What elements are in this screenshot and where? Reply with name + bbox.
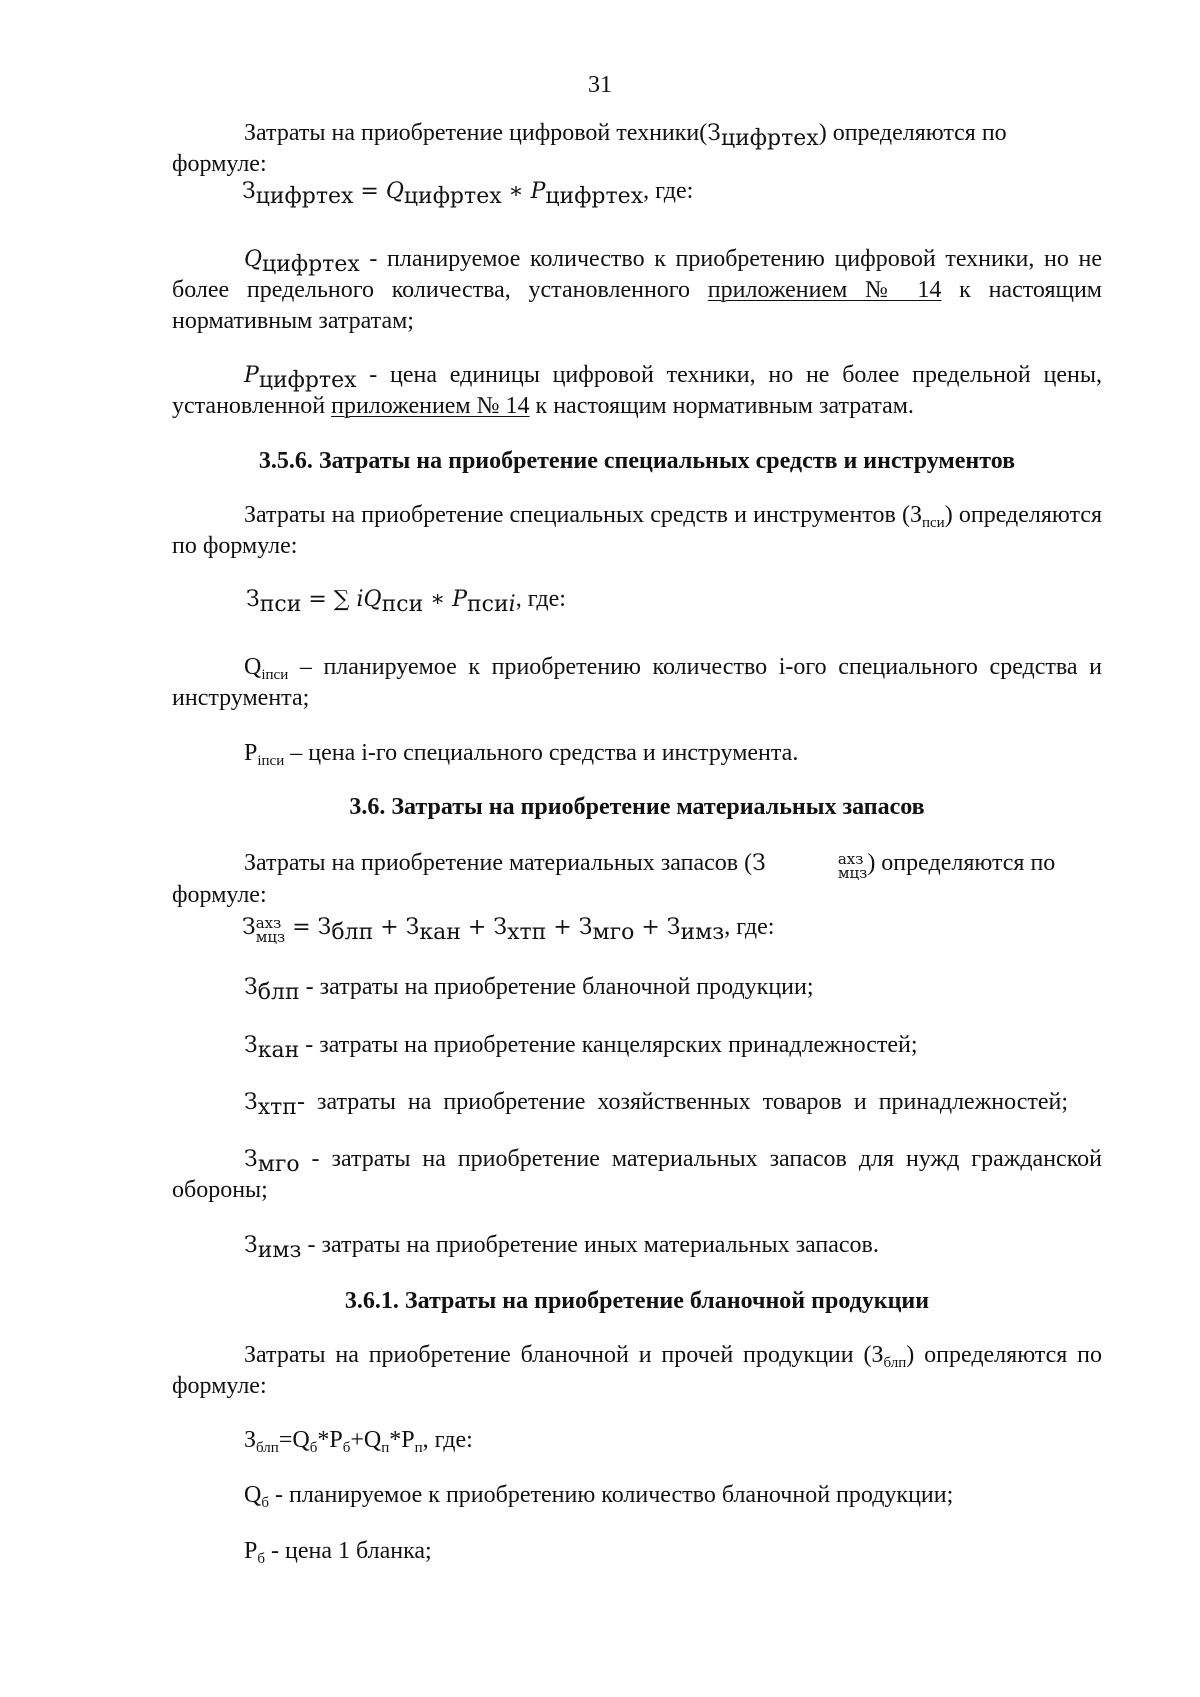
symbol: З [244, 1233, 258, 1258]
symbol: З [246, 587, 260, 612]
text-run: - затраты на приобретение канцелярских принадлежностей; [299, 1032, 918, 1058]
subscript: хтп [257, 1095, 297, 1120]
subscript: мцз [255, 928, 286, 946]
subscript: пси [921, 515, 945, 531]
operator: ∗ [501, 179, 531, 204]
text-run: - планируемое количество к приобретению цифровой техники, но не более предельного количества, установленного [172, 246, 1102, 303]
operator: ∗ [423, 587, 453, 612]
subscript: мго [257, 1152, 300, 1177]
formula-digital-tech [242, 176, 1172, 207]
text-run: , где: [515, 586, 566, 612]
definition-mgo [172, 1144, 1102, 1206]
subscript: б [257, 1551, 265, 1567]
text-run: – цена i-го специального средства и инструмента. [284, 740, 799, 766]
subscript: б [342, 1440, 351, 1456]
text-run: , где: [643, 178, 694, 204]
subscript: пси [259, 592, 302, 617]
appendix-link[interactable]: приложением № 14 [331, 393, 530, 419]
symbol: З [244, 1427, 257, 1453]
symbol: З [242, 915, 256, 940]
subscript: блп [257, 980, 300, 1005]
subscript: iпси [257, 753, 285, 769]
text-run: , где: [724, 914, 775, 940]
subscript: имз [257, 1238, 302, 1263]
definition-p-blank [172, 1536, 1102, 1567]
symbol: З [244, 1033, 258, 1058]
subscript: мго [592, 920, 635, 945]
text-run: ) определяются по формуле: [172, 120, 1007, 177]
subscript: блп [883, 1355, 907, 1371]
definition-p-special-tools [172, 738, 1102, 769]
subscript: кан [257, 1038, 300, 1063]
text-run: Затраты на приобретение материальных запасов ( [244, 850, 753, 876]
subscript: п [381, 1440, 390, 1456]
symbol: З [317, 915, 332, 940]
text-run: Затраты на приобретение бланочной и прочей продукции (З [244, 1342, 884, 1368]
symbol: З [244, 975, 258, 1000]
operator: *P [317, 1427, 343, 1453]
definition-p-digital-tech [172, 360, 1102, 422]
subscript: iпси [261, 667, 289, 683]
symbol: P [452, 587, 468, 612]
symbol: З [493, 915, 508, 940]
section-heading-3-6: 3.6. Затраты на приобретение материальных запасов [349, 794, 925, 820]
text-run: , где: [422, 1427, 473, 1453]
subscript: i [508, 592, 516, 617]
text-run: Затраты на приобретение специальных средств и инструментов (З [244, 502, 922, 528]
text-run: ) определяются по формуле: [172, 1342, 1102, 1399]
symbol: З [707, 121, 721, 146]
subscript: мцз [837, 864, 868, 882]
operator: + [546, 915, 579, 940]
symbol: i [356, 587, 364, 612]
formula-material-stock [242, 912, 1172, 944]
definition-q-blank [172, 1480, 1102, 1511]
appendix-link[interactable]: приложением № 14 [707, 277, 942, 303]
section-heading-3-5-6: 3.5.6. Затраты на приобретение специальных средств и инструментов [258, 448, 1016, 474]
page-number: 31 [588, 72, 612, 98]
definition-imz [172, 1230, 1102, 1261]
text-run: Затраты на приобретение цифровой техники( [244, 120, 708, 146]
symbol: P [244, 1538, 258, 1564]
section-heading-3-6-1: 3.6.1. Затраты на приобретение бланочной продукции [344, 1288, 930, 1314]
symbol: З [666, 915, 681, 940]
text-run: - затраты на приобретение материальных запасов для нужд гражданской обороны; [172, 1146, 1102, 1203]
subscript: цифртех [258, 368, 357, 393]
subscript: пси [381, 592, 424, 617]
operator: *P [389, 1427, 415, 1453]
text-run: – планируемое к приобретению количество i-ого специального средства и инструмента; [172, 654, 1102, 711]
definition-q-special-tools [172, 652, 1102, 714]
subscript: цифртех [262, 252, 360, 277]
subscript: цифртех [720, 126, 819, 151]
subscript: б [309, 1440, 318, 1456]
symbol: P [244, 363, 259, 388]
symbol: Q [244, 247, 263, 272]
operator: + [373, 915, 406, 940]
operator: + [634, 915, 667, 940]
text-run: - планируемое к приобретению количество бланочной продукции; [268, 1482, 954, 1508]
symbol: Q [385, 179, 404, 204]
text-run: ) определяются по формуле: [172, 850, 1056, 908]
superscript: ахз [255, 914, 282, 932]
text-run: - цена 1 бланка; [265, 1538, 432, 1564]
operator: = [353, 179, 386, 204]
subscript: пси [467, 592, 509, 617]
text-run: - цена единицы цифровой техники, но не более предельной цены, установленной [172, 362, 1102, 419]
subscript: цифртех [403, 184, 502, 209]
paragraph-digital-tech-intro [172, 118, 1102, 180]
operator: +Q [350, 1427, 382, 1453]
symbol: З [242, 179, 256, 204]
symbol: З [244, 1147, 258, 1172]
subscript: хтп [507, 920, 547, 945]
superscript: ахз [837, 850, 864, 868]
subscript: цифртех [545, 184, 644, 209]
paragraph-blank-products-intro [172, 1340, 1102, 1402]
symbol: З [405, 915, 420, 940]
symbol: Q [363, 587, 382, 612]
symbol: З [752, 851, 766, 876]
paragraph-material-stock-intro [172, 848, 1102, 911]
text-run: к настоящим нормативным затратам; [172, 277, 1102, 334]
text-run: - затраты на приобретение иных материальных запасов. [301, 1232, 879, 1258]
text-run: ) определяются по формуле: [172, 502, 1102, 559]
symbol: З [244, 1090, 258, 1115]
subscript: цифртех [255, 184, 354, 209]
definition-blp [172, 972, 1102, 1003]
definition-kan [172, 1030, 1102, 1061]
formula-blank-products [172, 1425, 1102, 1456]
symbol: P [530, 179, 546, 204]
symbol: З [578, 915, 593, 940]
definition-q-digital-tech [172, 244, 1102, 337]
subscript: блп [331, 920, 374, 945]
subscript: б [261, 1495, 269, 1511]
operator: = ∑ [301, 587, 357, 612]
paragraph-special-tools-intro [172, 500, 1102, 562]
subscript: имз [680, 920, 725, 945]
subscript: кан [419, 920, 461, 945]
definition-htp [172, 1087, 1102, 1118]
text-run: - затраты на приобретение бланочной продукции; [299, 974, 814, 1000]
formula-special-tools [246, 584, 1176, 615]
subscript: блп [256, 1440, 279, 1456]
operator: + [460, 915, 494, 940]
subscript: п [414, 1440, 423, 1456]
symbol: Q [244, 1482, 262, 1508]
text-run: - затраты на приобретение хозяйственных товаров и принадлежностей; [296, 1089, 1069, 1115]
text-run: к настоящим нормативным затратам. [529, 393, 914, 419]
operator: =Q [278, 1427, 310, 1453]
symbol: Q [244, 654, 262, 680]
operator: = [285, 915, 318, 940]
symbol: P [244, 740, 258, 766]
